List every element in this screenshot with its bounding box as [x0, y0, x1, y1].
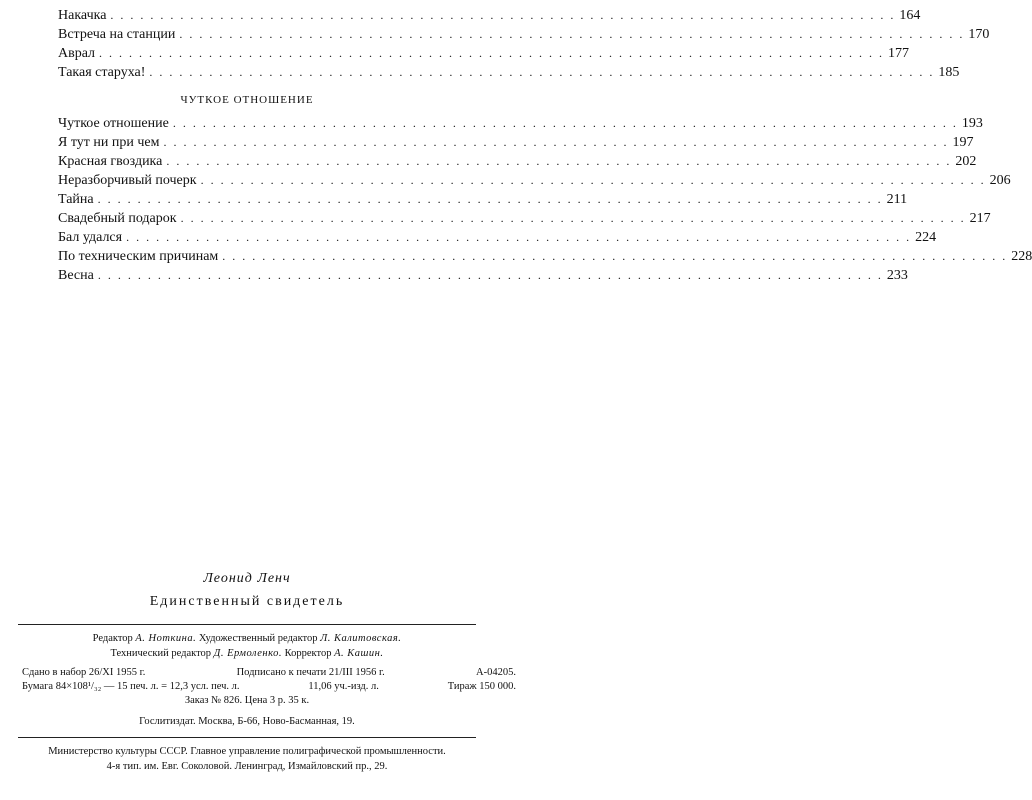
order-price: Заказ № 826. Цена 3 р. 35 к.: [184, 695, 310, 706]
toc-entry: [58, 25, 990, 44]
toc-entry-page: 193: [961, 116, 983, 131]
publisher-address: Гослитиздат. Москва, Б-66, Ново-Басманная, 19.: [139, 716, 355, 727]
toc-leader-dots: [222, 247, 1007, 266]
art-editor-name: Л. Калитовская.: [320, 633, 402, 644]
toc-leader-dots: [181, 209, 966, 228]
toc-entry-title: Встреча на станции: [58, 27, 176, 42]
toc-leader-dots: [98, 190, 883, 209]
toc-entry: [58, 228, 937, 247]
editor-name: А. Ноткина.: [135, 633, 197, 644]
submitted-date: Сдано в набор 26/XI 1955 г.: [22, 667, 146, 678]
toc-leader-dots: [98, 266, 883, 285]
toc-leader-dots: [126, 228, 911, 247]
corrector-label: Корректор: [284, 648, 332, 659]
corrector-name: А. Кашин.: [334, 648, 384, 659]
author-name: Леонид Ленч: [203, 571, 291, 586]
toc-group-top: [58, 6, 990, 82]
print-run: Тираж 150 000.: [447, 681, 516, 692]
tech-editor-label: Технический редактор: [110, 648, 212, 659]
toc-entry-page: 228: [1011, 249, 1032, 264]
book-title: Единственный свидетель: [149, 594, 345, 609]
toc-entry-page: 170: [968, 27, 990, 42]
toc-leader-dots: [110, 6, 895, 25]
toc-entry-page: 217: [969, 211, 991, 226]
toc-entry-title: Свадебный подарок: [58, 211, 177, 226]
art-editor-label: Художественный редактор: [198, 633, 318, 644]
paper-format: Бумага 84×108¹/₃₂ — 15 печ. л. = 12,3 усл. печ. л.: [22, 681, 240, 692]
toc-entry-title: Я тут ни при чем: [58, 135, 160, 150]
toc-entry: [58, 114, 983, 133]
toc-entry-page: 177: [888, 46, 910, 61]
paper-line: [0, 681, 536, 692]
toc-entry: [58, 133, 974, 152]
toc-entry-page: 224: [915, 230, 937, 245]
toc-entry-page: 202: [955, 154, 977, 169]
publisher-sheets: 11,06 уч.-изд. л.: [308, 681, 379, 692]
tech-editors-line: [0, 648, 494, 659]
toc-entry-page: 185: [938, 65, 960, 80]
tech-editor-name: Д. Ермоленко.: [213, 648, 283, 659]
toc-entry-title: Аврал: [58, 46, 96, 61]
toc-entry-title: Чуткое отношение: [58, 116, 169, 131]
toc-entry-title: Накачка: [58, 8, 107, 23]
toc-leader-dots: [166, 152, 951, 171]
toc-entry: [58, 171, 1011, 190]
toc-entry: [58, 209, 991, 228]
imprint: [0, 568, 494, 614]
toc-entry-title: Бал удался: [58, 230, 123, 245]
print-dates-line: [0, 667, 536, 678]
toc-leader-dots: [179, 25, 964, 44]
toc-leader-dots: [99, 44, 884, 63]
toc-entry-title: Такая старуха!: [58, 65, 146, 80]
toc-entry: [58, 266, 908, 285]
section-heading: ЧУТКОЕ ОТНОШЕНИЕ: [180, 94, 314, 106]
toc-entry: [58, 190, 908, 209]
toc-entry: [58, 152, 977, 171]
toc-entry-page: 206: [989, 173, 1011, 188]
toc-entry-page: 233: [886, 268, 908, 283]
toc-entry: [58, 63, 960, 82]
toc-entry-title: Весна: [58, 268, 94, 283]
license-code: А-04205.: [476, 667, 516, 678]
toc-entry-title: Неразборчивый почерк: [58, 173, 197, 188]
editor-label: Редактор: [92, 633, 133, 644]
editors-line: [0, 633, 494, 644]
toc-leader-dots: [201, 171, 986, 190]
toc-entry-title: По техническим причинам: [58, 249, 219, 264]
table-of-contents: [58, 6, 1032, 285]
toc-entry: [58, 6, 921, 25]
divider: [18, 737, 476, 738]
toc-entry: [58, 44, 910, 63]
toc-entry-title: Тайна: [58, 192, 94, 207]
toc-entry: [58, 247, 1032, 266]
divider: [18, 624, 476, 625]
printing-house-line: 4-я тип. им. Евг. Соколовой. Ленинград, Измайловский пр., 29.: [106, 761, 388, 772]
toc-entry-page: 164: [899, 8, 921, 23]
toc-entry-page: 197: [952, 135, 974, 150]
toc-leader-dots: [163, 133, 948, 152]
toc-leader-dots: [173, 114, 958, 133]
toc-entry-title: Красная гвоздика: [58, 154, 163, 169]
toc-entry-page: 211: [886, 192, 908, 207]
toc-group-bottom: [58, 114, 1032, 285]
signed-date: Подписано к печати 21/III 1956 г.: [236, 667, 385, 678]
toc-leader-dots: [149, 63, 934, 82]
ministry-line: Министерство культуры СССР. Главное управление полиграфической промышленности.: [48, 746, 446, 757]
